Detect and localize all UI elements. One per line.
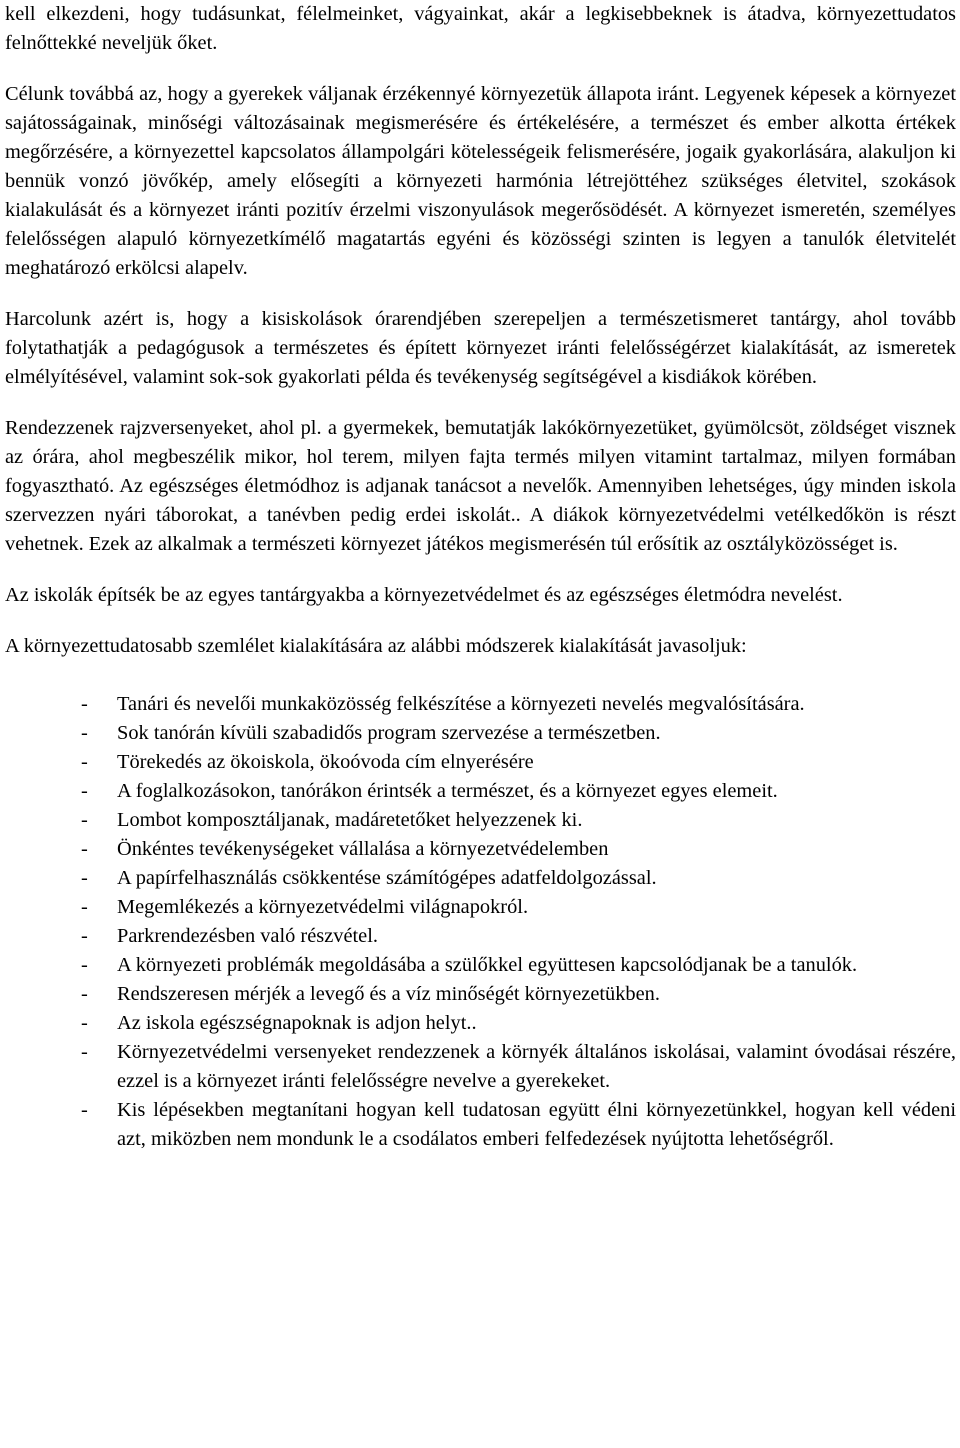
paragraph-subjects: Az iskolák építsék be az egyes tantárgyakba a környezetvédelmet és az egészséges életmódra nevelést.	[5, 584, 843, 606]
list-item	[5, 748, 956, 777]
bullet-marker: -	[81, 1099, 88, 1121]
list-item-text: Törekedés az ökoiskola, ökoóvoda cím elnyerésére	[117, 751, 534, 773]
paragraph-methods-intro: A környezettudatosabb szemlélet kialakítására az alábbi módszerek kialakítását javasoljuk:	[5, 635, 747, 657]
bullet-marker: -	[81, 925, 88, 947]
list-item	[5, 806, 956, 835]
paragraph-curriculum: Harcolunk azért is, hogy a kisiskolások órarendjében szerepeljen a természetismeret tantárgy, ahol tovább folytathatják a pedagógusok a természetes és épített környezet iránti felelősségérzet kialakítását, az ismeretek elmélyítésével, valamint sok-sok gyakorlati példa és tevékenység segítségével a kisdiákok körében.	[5, 308, 956, 388]
bullet-marker: -	[81, 693, 88, 715]
list-item-text: Az iskola egészségnapoknak is adjon helyt..	[117, 1012, 477, 1034]
list-item-text: Sok tanórán kívüli szabadidős program szervezése a természetben.	[117, 722, 661, 744]
methods-list	[5, 690, 956, 1154]
bullet-marker: -	[81, 867, 88, 889]
bullet-marker: -	[81, 983, 88, 1005]
list-item-text: Önkéntes tevékenységeket vállalása a környezetvédelemben	[117, 838, 609, 860]
bullet-marker: -	[81, 954, 88, 976]
list-item-text: Megemlékezés a környezetvédelmi világnapokról.	[117, 896, 529, 918]
list-item-text: Kis lépésekben megtanítani hogyan kell tudatosan együtt élni környezetünkkel, hogyan kell védeni azt, miközben nem mondunk le a csodálatos emberi felfedezések nyújtotta lehetőségről.	[117, 1099, 956, 1150]
list-item-text: A papírfelhasználás csökkentése számítógépes adatfeldolgozással.	[117, 867, 657, 889]
paragraph-goals: Célunk továbbá az, hogy a gyerekek váljanak érzékennyé környezetük állapota iránt. Legyenek képesek a környezet sajátosságainak, minőségi változásainak megismerésére és értékelésére, a természet és ember alkotta értékek megőrzésére, a környezettel kapcsolatos állampolgári kötelességeik felismerésére, jogaik gyakorlására, alakuljon ki bennük vonzó jövőkép, amely elősegíti a környezeti harmónia létrejöttéhez szükséges életvitel, szokások kialakulását és a környezet iránti pozitív érzelmi viszonyulások megerősödését. A környezet ismeretén, személyes felelősségen alapuló környezetkímélő magatartás egyéni és közösségi szinten is legyen a tanulók életvitelét meghatározó erkölcsi alapelv.	[5, 83, 956, 279]
list-item	[5, 1009, 956, 1038]
list-item	[5, 719, 956, 748]
list-item-text: A környezeti problémák megoldásába a szülőkkel együttesen kapcsolódjanak be a tanulók.	[117, 954, 858, 976]
list-item-text: Tanári és nevelői munkaközösség felkészítése a környezeti nevelés megvalósítására.	[117, 693, 805, 715]
list-item-text: Lombot komposztáljanak, madáretetőket helyezzenek ki.	[117, 809, 583, 831]
bullet-marker: -	[81, 780, 88, 802]
list-item-text: Parkrendezésben való részvétel.	[117, 925, 378, 947]
list-item-text: Rendszeresen mérjék a levegő és a víz minőségét környezetükben.	[117, 983, 660, 1005]
list-item	[5, 1038, 956, 1096]
list-item	[5, 980, 956, 1009]
list-item	[5, 922, 956, 951]
list-item	[5, 893, 956, 922]
list-item	[5, 864, 956, 893]
paragraph-intro: kell elkezdeni, hogy tudásunkat, félelmeinket, vágyainkat, akár a legkisebbeknek is átadva, környezettudatos felnőttekké neveljük őket.	[5, 3, 956, 54]
bullet-marker: -	[81, 838, 88, 860]
paragraph-activities: Rendezzenek rajzversenyeket, ahol pl. a gyermekek, bemutatják lakókörnyezetüket, gyümölcsöt, zöldséget visznek az órára, ahol megbeszélik mikor, hol terem, milyen fajta termés milyen vitamint tartalmaz, milyen formában fogyasztható. Az egészséges életmódhoz is adjanak tanácsot a nevelők. Amennyiben lehetséges, úgy minden iskola szervezzen nyári táborokat, a tanévben pedig erdei iskolát.. A diákok környezetvédelmi vetélkedőkön is részt vehetnek. Ezek az alkalmak a természeti környezet játékos megismerésén túl erősítik az osztályközösséget is.	[5, 417, 956, 555]
bullet-marker: -	[81, 751, 88, 773]
list-item	[5, 690, 956, 719]
bullet-marker: -	[81, 722, 88, 744]
list-item-text: Környezetvédelmi versenyeket rendezzenek a környék általános iskolásai, valamint óvodásai részére, ezzel is a környezet iránti felelősségre nevelve a gyerekeket.	[117, 1041, 956, 1092]
bullet-marker: -	[81, 896, 88, 918]
list-item-text: A foglalkozásokon, tanórákon érintsék a természet, és a környezet egyes elemeit.	[117, 780, 778, 802]
list-item	[5, 951, 956, 980]
bullet-marker: -	[81, 1041, 88, 1063]
bullet-marker: -	[81, 1012, 88, 1034]
list-item	[5, 777, 956, 806]
list-item	[5, 1096, 956, 1154]
bullet-marker: -	[81, 809, 88, 831]
list-item	[5, 835, 956, 864]
